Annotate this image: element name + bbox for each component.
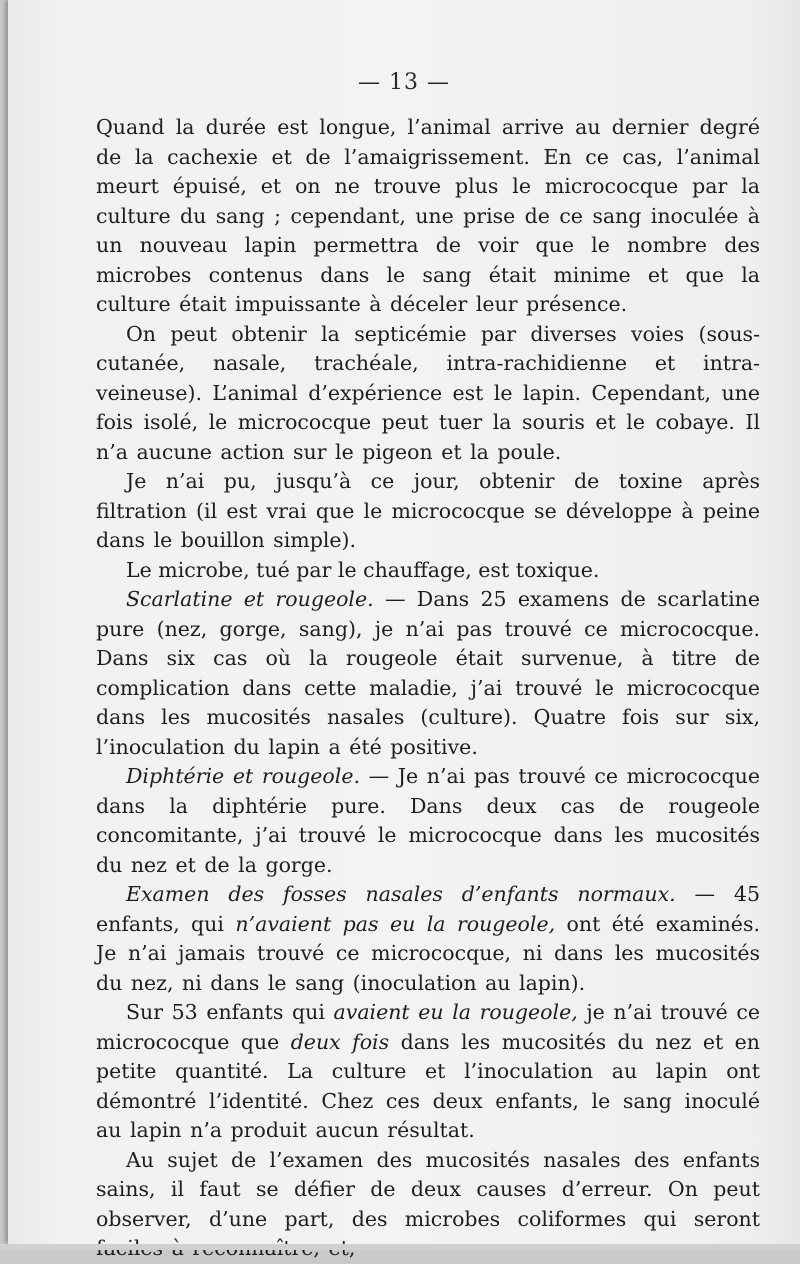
section-heading-diphterie: Diphtérie et rougeole. <box>126 764 360 788</box>
body-text <box>96 113 760 1264</box>
section-heading-scarlatine: Scarlatine et rougeole. <box>126 587 374 611</box>
paragraph-cachexie: Quand la durée est longue, l’animal arrive au dernier degré de la cachexie et de l’amaigrissement. En ce cas, l’animal meurt épuisé, et on ne trouve plus le micrococque par la culture du sang ; cependant, une prise de ce sang inoculée à un nouveau lapin permettra de voir que le nombre des microbes contenus dans le sang était minime et que la culture était impuissante à déceler leur présence. <box>96 115 760 316</box>
book-page <box>8 0 800 1244</box>
paragraph-diphterie-text: — Je n’ai pas trouvé ce micrococque dans la diphtérie pure. Dans deux cas de rougeole concomitante, j’ai trouvé le micrococque dans les mucosités du nez et de la gorge. <box>96 764 760 877</box>
paragraph-examen-italic: n’avaient pas eu la rougeole, <box>235 911 556 936</box>
paragraph-sur-53-text-a: Sur 53 enfants qui <box>126 1000 334 1024</box>
paragraph-sur-53-text-b: je n’ai trouvé ce micrococque que <box>96 1000 760 1054</box>
scan-bottom-edge <box>0 1244 800 1250</box>
paragraph-enfants-sains: Au sujet de l’examen des mucosités nasales des enfants sains, il faut se défier de deux causes d’erreur. On peut observer, d’une part, des microbes coliformes qui seront <box>96 1147 760 1231</box>
paragraph-scarlatine <box>96 585 760 762</box>
paragraph-sur-53-text-c: dans les mucosités du nez et en petite quantité. La culture et l’inoculation au lapin ont démontré l’identité. Chez ces deux enfants, le sang inoculé au lapin n’a produit aucun résultat. <box>96 1029 760 1142</box>
paragraph-septicemie: On peut obtenir la septicémie par diverses voies (sous-cutanée, nasale, trachéale, intra-rachidienne et intra-veineuse). L’animal d’expérience est le lapin. Cependant, une fois isolé, le micrococque peut tuer la souris et le cobaye. Il n’a aucune action sur le pigeon et la poule. <box>96 321 760 464</box>
section-heading-examen: Examen des fosses nasales d’enfants normaux. <box>126 882 676 906</box>
paragraph-sur-53 <box>96 998 760 1146</box>
page-number: — 13 — <box>358 70 450 95</box>
paragraph-scarlatine-text: — Dans 25 examens de scarlatine pure (nez, gorge, sang), je n’ai pas trouvé ce micrococque. Dans six cas où la rougeole était survenue, à titre de complication dans cette maladie, j’ai trouvé le micrococque dans les mucosités nasales (culture). Quatre fois sur six, l’inoculation du lapin a été positive. <box>96 587 760 759</box>
paragraph-toxine: Je n’ai pu, jusqu’à ce jour, obtenir de toxine après filtration (il est vrai que le micrococque se développe à peine dans le bouillon simple). <box>96 469 760 552</box>
paragraph-sur-53-italic-b: deux fois <box>290 1029 390 1054</box>
paragraph-examen-text-a: — 45 enfants, qui <box>96 882 760 936</box>
paragraph-examen <box>96 880 760 998</box>
paragraph-microbe-toxique: Le microbe, tué par le chauffage, est toxique. <box>126 557 600 582</box>
paragraph-diphterie <box>96 762 760 880</box>
paragraph-sur-53-italic-a: avaient eu la rougeole, <box>333 1000 578 1024</box>
paragraph-examen-text-b: ont été examinés. Je n’ai jamais trouvé ce micrococque, ni dans les mucosités du nez, ni dans le sang (inoculation au lapin). <box>96 911 760 995</box>
